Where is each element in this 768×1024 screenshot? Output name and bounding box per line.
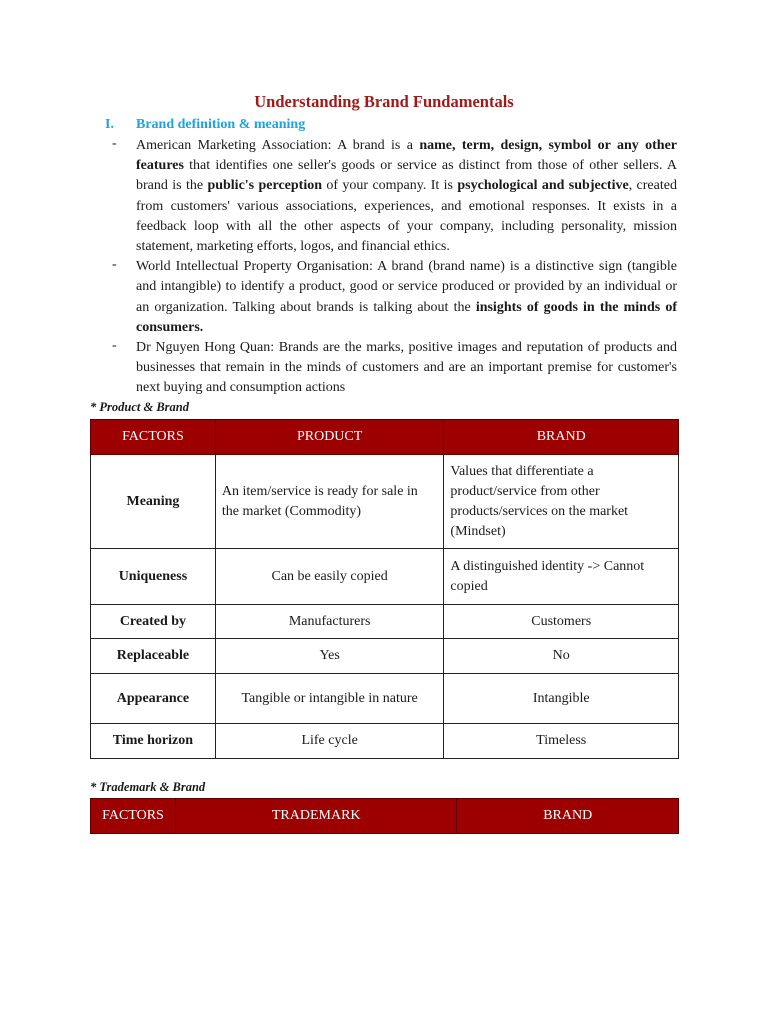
bold-run: insights of goods in the minds of consumers. xyxy=(136,299,677,335)
text-run: Dr Nguyen Hong Quan: Brands are the marks, positive images and reputation of products and businesses that remain in the minds of customers and are an important premise for customer's next buying and consumption actions xyxy=(136,340,677,396)
table-row xyxy=(91,549,679,605)
product-cell: Can be easily copied xyxy=(215,549,444,605)
header-brand: BRAND xyxy=(444,420,679,455)
section-number: I. xyxy=(105,117,114,132)
header-trademark: TRADEMARK xyxy=(175,799,456,834)
trademark-brand-table xyxy=(90,798,679,834)
product-cell: Life cycle xyxy=(215,724,444,759)
text-run: of your company. It is xyxy=(322,178,458,194)
table-header-row xyxy=(91,420,679,455)
bold-run: public's perception xyxy=(207,178,323,194)
product-brand-table xyxy=(90,419,679,759)
factor-cell: Uniqueness xyxy=(91,549,216,605)
text-run: World Intellectual Property Organisation: A brand (brand name) is a distinctive sign (tangible and intangible) to identify a product, good or service produced or provided by an individual or an organization. Talking about brands is talking about the xyxy=(136,259,677,315)
factor-cell: Created by xyxy=(91,605,216,639)
product-cell: Manufacturers xyxy=(215,605,444,639)
section-heading xyxy=(105,117,305,133)
definition-list xyxy=(0,136,768,399)
section-title: Brand definition & meaning xyxy=(136,117,306,132)
bullet-text xyxy=(136,338,677,399)
header-brand: BRAND xyxy=(457,799,679,834)
factor-cell: Meaning xyxy=(91,455,216,549)
bullet-dash: - xyxy=(112,136,117,151)
product-cell: Tangible or intangible in nature xyxy=(215,674,444,724)
text-run: that identifies one seller's goods or service as distinct from those of other sellers. A brand is the xyxy=(136,158,677,194)
header-product: PRODUCT xyxy=(215,420,444,455)
text-run: , created from customers' various associations, experiences, and emotional responses. It exists in a feedback loop with all the other aspects of your company, including personality, mission statement, marketing efforts, logos, and financial ethics. xyxy=(136,178,677,255)
list-item xyxy=(0,257,768,338)
trademark-brand-caption: * Trademark & Brand xyxy=(90,780,206,794)
header-factors: FACTORS xyxy=(91,420,216,455)
brand-cell: Customers xyxy=(444,605,679,639)
bold-run: psychological and subjective xyxy=(457,178,629,194)
table-row xyxy=(91,605,679,639)
bold-run: name, term, design, symbol or any other features xyxy=(136,138,677,174)
bullet-text xyxy=(136,136,677,257)
brand-cell: Timeless xyxy=(444,724,679,759)
bullet-text xyxy=(136,257,677,338)
list-item xyxy=(0,136,768,257)
brand-cell: No xyxy=(444,639,679,674)
list-item xyxy=(0,338,768,399)
brand-cell: Values that differentiate a product/service from other products/services on the market (Mindset) xyxy=(444,455,679,549)
product-brand-caption: * Product & Brand xyxy=(90,400,189,414)
brand-cell: A distinguished identity -> Cannot copied xyxy=(444,549,679,605)
table-row xyxy=(91,724,679,759)
page-title: Understanding Brand Fundamentals xyxy=(254,92,514,111)
text-run: American Marketing Association: A brand is a xyxy=(136,138,420,153)
product-cell: Yes xyxy=(215,639,444,674)
factor-cell: Appearance xyxy=(91,674,216,724)
header-factors: FACTORS xyxy=(91,799,176,834)
table-row xyxy=(91,639,679,674)
table-row xyxy=(91,455,679,549)
factor-cell: Replaceable xyxy=(91,639,216,674)
brand-cell: Intangible xyxy=(444,674,679,724)
table-row xyxy=(91,674,679,724)
factor-cell: Time horizon xyxy=(91,724,216,759)
product-cell: An item/service is ready for sale in the market (Commodity) xyxy=(215,455,444,549)
bullet-dash: - xyxy=(112,338,117,354)
table-header-row xyxy=(91,799,679,834)
bullet-dash: - xyxy=(112,257,117,273)
